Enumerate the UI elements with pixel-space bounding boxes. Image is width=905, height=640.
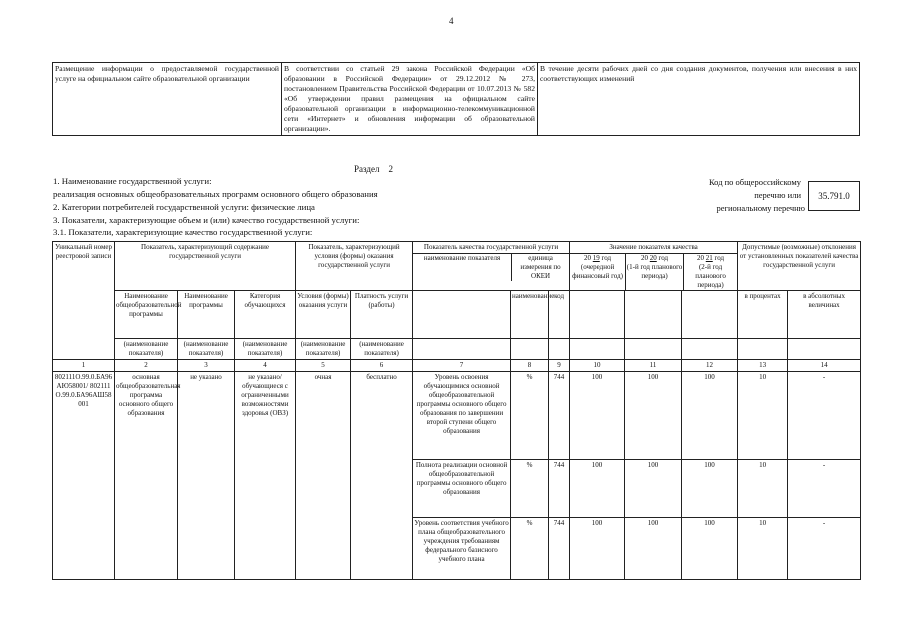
sub-5: (наименование показателя) bbox=[351, 339, 413, 360]
header-values bbox=[570, 242, 738, 291]
indicator-pct: 10 bbox=[738, 460, 788, 518]
row-category: не указано/ обучающиеся с ограниченными возможностями здоровья (ОВЗ) bbox=[235, 372, 296, 580]
indicator-v1: 100 bbox=[570, 460, 625, 518]
indicator-abs: - bbox=[788, 372, 861, 460]
indicator-code: 744 bbox=[549, 518, 570, 580]
info-method: Размещение информации о предоставляемой государственной услуге на официальном сайте образовательной организации bbox=[53, 63, 282, 136]
header-unit-code: код bbox=[549, 291, 570, 339]
col-number: 6 bbox=[351, 360, 413, 372]
row-program-name: не указано bbox=[178, 372, 235, 580]
kod-value: 35.791.0 bbox=[818, 191, 850, 201]
sub-2: (наименование показателя) bbox=[178, 339, 235, 360]
header-deviation: Допустимые (возможные) отклонения от установленных показателей качества государственной услуги bbox=[738, 242, 861, 291]
service-name-label: 1. Наименование государственной услуги: bbox=[53, 176, 212, 186]
section-heading bbox=[354, 164, 393, 174]
sub-empty-7 bbox=[413, 339, 511, 360]
col-number: 8 bbox=[511, 360, 549, 372]
service-name-value: реализация основных общеобразовательных программ основного общего образования bbox=[53, 189, 378, 199]
header-pay: Платность услуги (работы) bbox=[351, 291, 413, 339]
quality-indicators-heading: 3.1. Показатели, характеризующие качество государственной услуги: bbox=[53, 227, 313, 237]
header-year-3: 20 21 год (2-й год планового периода) bbox=[695, 254, 726, 289]
indicators-heading: 3. Показатели, характеризующие объем и (или) качество государственной услуги: bbox=[53, 215, 360, 225]
col-number: 5 bbox=[296, 360, 351, 372]
sub-empty-14 bbox=[788, 339, 861, 360]
indicator-v2: 100 bbox=[625, 372, 682, 460]
indicator-name: Полнота реализации основной общеобразовательной программы основного общего образования bbox=[413, 460, 511, 518]
header-absolute: в абсолютных величинах bbox=[788, 291, 861, 339]
header-conditions: Показатель, характеризующий условия (формы) оказания государственной услуги bbox=[296, 242, 413, 291]
indicator-code: 744 bbox=[549, 460, 570, 518]
col-number: 2 bbox=[115, 360, 178, 372]
section-label: Раздел bbox=[354, 164, 380, 174]
indicator-name: Уровень соответствия учебного плана общеобразовательного учреждения требованиям федерального базисного учебного плана bbox=[413, 518, 511, 580]
header-year-1: 20 19 год (очередной финансовый год) bbox=[570, 254, 626, 290]
indicator-abs: - bbox=[788, 518, 861, 580]
indicator-v1: 100 bbox=[570, 372, 625, 460]
sub-1: (наименование показателя) bbox=[115, 339, 178, 360]
kod-label-3: региональному перечню bbox=[716, 203, 805, 213]
col-number: 4 bbox=[235, 360, 296, 372]
info-basis: В соответствии со статьей 29 закона Российской Федерации «Об образовании в Российской Федерации» от 29.12.2012 № 273, постановлением Правительства Российской Федерации от 10.07.2013 № 582 «Об утверждении правил размещения на официальном сайте образовательной организации в информационно-телекоммуникационной сети «Интернет» и обновления информации об образовательной организации». bbox=[282, 63, 538, 136]
indicator-v3: 100 bbox=[682, 460, 738, 518]
indicator-v3: 100 bbox=[682, 518, 738, 580]
col-number: 13 bbox=[738, 360, 788, 372]
col-number: 10 bbox=[570, 360, 625, 372]
indicator-abs: - bbox=[788, 460, 861, 518]
col-number: 7 bbox=[413, 360, 511, 372]
col-number: 1 bbox=[53, 360, 115, 372]
section-number: 2 bbox=[388, 164, 393, 174]
indicator-unit: % bbox=[511, 460, 549, 518]
kod-value-box bbox=[808, 181, 860, 211]
indicator-v1: 100 bbox=[570, 518, 625, 580]
indicator-code: 744 bbox=[549, 372, 570, 460]
kod-label-1: Код по общероссийскому bbox=[708, 177, 801, 187]
sub-empty-13 bbox=[738, 339, 788, 360]
sub-empty-12 bbox=[682, 339, 738, 360]
indicator-pct: 10 bbox=[738, 372, 788, 460]
header-program: Наименование общеобразовательной программы bbox=[115, 291, 178, 339]
indicator-unit: % bbox=[511, 372, 549, 460]
consumer-category: 2. Категории потребителей государственной услуги: физические лица bbox=[53, 202, 315, 212]
header-v1-empty bbox=[570, 291, 625, 339]
column-number-row bbox=[53, 360, 861, 372]
header-percent: в процентах bbox=[738, 291, 788, 339]
indicator-unit: % bbox=[511, 518, 549, 580]
header-content: Показатель, характеризующий содержание государственной услуги bbox=[115, 242, 296, 291]
sub-empty-11 bbox=[625, 339, 682, 360]
indicator-v2: 100 bbox=[625, 518, 682, 580]
header-values-label: Значение показателя качества bbox=[570, 242, 737, 254]
table-row bbox=[53, 372, 861, 460]
indicator-v2: 100 bbox=[625, 460, 682, 518]
indicator-name: Уровень освоения обучающимися основной общеобразовательной программы основного общего образования по завершении второй ступени общего образования bbox=[413, 372, 511, 460]
col-number: 12 bbox=[682, 360, 738, 372]
sub-3: (наименование показателя) bbox=[235, 339, 296, 360]
row-unique: 802111О.99.0.БА96АЮ58001/ 802111О.99.0.БА96АШ58001 bbox=[53, 372, 115, 580]
indicator-pct: 10 bbox=[738, 518, 788, 580]
sub-empty-8 bbox=[511, 339, 549, 360]
indicator-v3: 100 bbox=[682, 372, 738, 460]
header-quality bbox=[413, 242, 570, 291]
kod-label-2: перечню или bbox=[754, 190, 801, 200]
header-v2-empty bbox=[625, 291, 682, 339]
header-indicator-empty bbox=[413, 291, 511, 339]
header-program-name: Наименование программы bbox=[178, 291, 235, 339]
header-year-2: 20 20 год (1-й год планового периода) bbox=[626, 254, 684, 290]
col-number: 9 bbox=[549, 360, 570, 372]
col-number: 14 bbox=[788, 360, 861, 372]
header-unit-name: наименование bbox=[511, 291, 549, 339]
info-frequency: В течение десяти рабочих дней со дня создания документов, получения или внесения в них соответствующих изменений bbox=[538, 63, 860, 136]
page-number: 4 bbox=[449, 16, 454, 26]
sub-empty-9 bbox=[549, 339, 570, 360]
header-form: Условия (формы) оказания услуги bbox=[296, 291, 351, 339]
row-pay: бесплатно bbox=[351, 372, 413, 580]
row-program: основная общеобразовательная программа основного общего образования bbox=[115, 372, 178, 580]
header-unique: Уникальный номер реестровой записи bbox=[53, 242, 115, 360]
info-table bbox=[52, 62, 860, 136]
header-category: Категория обучающихся bbox=[235, 291, 296, 339]
header-v3-empty bbox=[682, 291, 738, 339]
header-quality-label: Показатель качества государственной услуги bbox=[413, 242, 569, 254]
header-unit: единица измерения по ОКЕИ bbox=[520, 254, 561, 280]
col-number: 11 bbox=[625, 360, 682, 372]
col-number: 3 bbox=[178, 360, 235, 372]
sub-4: (наименование показателя) bbox=[296, 339, 351, 360]
sub-empty-10 bbox=[570, 339, 625, 360]
quality-table bbox=[52, 241, 861, 580]
row-form: очная bbox=[296, 372, 351, 580]
header-name-indicator: наименование показателя bbox=[413, 254, 512, 281]
